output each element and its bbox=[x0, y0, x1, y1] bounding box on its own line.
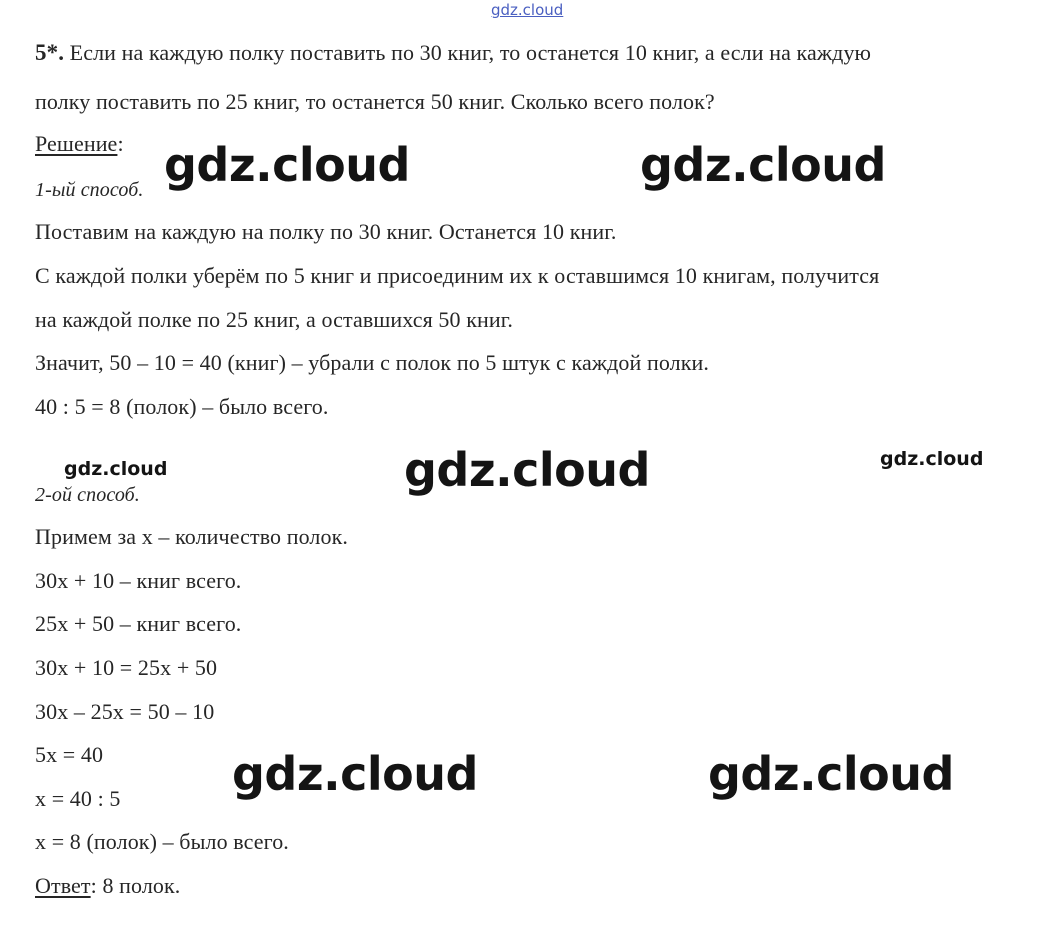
header-watermark-link[interactable]: gdz.cloud bbox=[491, 1, 564, 19]
method2-line-2: 30x + 10 – книг всего. bbox=[35, 568, 242, 593]
solution-label: Решение bbox=[35, 131, 118, 156]
method1-line-3: на каждой полке по 25 книг, а оставшихся 50 книг. bbox=[35, 307, 513, 332]
watermark: gdz.cloud bbox=[232, 747, 478, 801]
watermark: gdz.cloud bbox=[64, 458, 168, 480]
task-number: 5*. bbox=[35, 40, 65, 65]
solution-colon: : bbox=[117, 131, 124, 156]
method2-line-8: x = 8 (полок) – было всего. bbox=[35, 829, 289, 854]
answer-text: : 8 полок. bbox=[90, 873, 181, 898]
problem-line-1 bbox=[35, 40, 871, 66]
watermark: gdz.cloud bbox=[404, 443, 650, 497]
answer-line bbox=[35, 873, 180, 899]
method1-line-2: С каждой полки уберём по 5 книг и присоединим их к оставшимся 10 книгам, получится bbox=[35, 263, 880, 288]
watermark: gdz.cloud bbox=[708, 747, 954, 801]
method2-line-3: 25x + 50 – книг всего. bbox=[35, 611, 242, 636]
method1-title: 1-ый способ. bbox=[35, 179, 144, 201]
problem-line-2: полку поставить по 25 книг, то останется 50 книг. Сколько всего полок? bbox=[35, 89, 715, 114]
method2-title: 2-ой способ. bbox=[35, 484, 140, 506]
method2-line-1: Примем за x – количество полок. bbox=[35, 524, 349, 549]
problem-text-1: Если на каждую полку поставить по 30 книг, то останется 10 книг, а если на каждую bbox=[69, 40, 872, 65]
method2-line-6: 5x = 40 bbox=[35, 742, 104, 767]
method1-line-4: Значит, 50 – 10 = 40 (книг) – убрали с полок по 5 штук с каждой полки. bbox=[35, 350, 710, 375]
method1-line-1: Поставим на каждую на полку по 30 книг. Останется 10 книг. bbox=[35, 219, 617, 244]
solution-heading bbox=[35, 131, 124, 157]
method2-line-4: 30x + 10 = 25x + 50 bbox=[35, 655, 218, 680]
method2-line-7: x = 40 : 5 bbox=[35, 786, 121, 811]
watermark: gdz.cloud bbox=[640, 138, 886, 192]
answer-label: Ответ bbox=[35, 873, 91, 898]
method1-line-5: 40 : 5 = 8 (полок) – было всего. bbox=[35, 394, 329, 419]
watermark: gdz.cloud bbox=[880, 448, 984, 470]
watermark: gdz.cloud bbox=[164, 138, 410, 192]
method2-line-5: 30x – 25x = 50 – 10 bbox=[35, 699, 215, 724]
